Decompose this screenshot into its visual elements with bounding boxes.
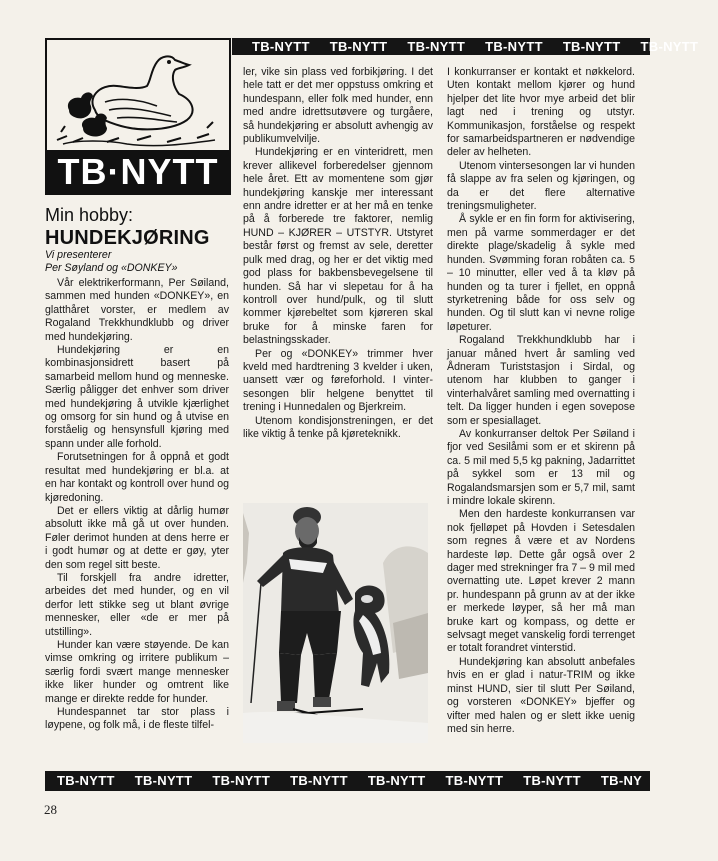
bottom-banner-item: TB-NYTT <box>367 773 426 788</box>
paragraph: Utenom kondisjonstreningen, er det like viktig å tenke på kjøreteknikk. <box>243 414 433 440</box>
top-banner <box>232 38 699 55</box>
top-banner-item: TB-NYTT <box>562 39 621 54</box>
article-byline <box>45 249 177 276</box>
paragraph: Til forskjell fra andre idretter, arbeides det med hunder, og en vil derfor lett stikke seg ut blant øvrige mennesker, eller «de er mer på utstilling». <box>45 571 229 638</box>
bottom-banner-item: TB-NYTT <box>134 773 193 788</box>
paragraph: Utenom vintersesongen lar vi hunden få slappe av fra selen og kjøringen, og da er det flere alternative treningsmuligheter. <box>447 159 635 213</box>
bottom-banner-item: TB-NYTT <box>523 773 581 788</box>
paragraph: Hundekjøring er en kombinasjonsidrett basert på samarbeid mellom hund og menneske. Særlig påligger det enhver som driver med hundekjøring å utvikle kjærlighet og omsorg for sin hund og å utvise en forståelig og hensynsfull kjøring med spann under alle forhold. <box>45 344 229 450</box>
paragraph: Men den hardeste konkurransen var nok fjelløpet på Hovden i Setesdalen som regnes å være et av Nordens hardeste løp. Dette går også over 2 dager med strekninger fra 7 – 9 mil med overnatting ute. Løpet krever 2 mann pr. hundespann på grunn av at der ikke er merkede løyper, så her må man bruke kart og kompass, og dette er selvsagt meget vanskelig fordi terrenget er totalt forandret vinterstid. <box>447 508 635 655</box>
paragraph: Rogaland Trekkhundklubb har i januar måned hvert år samling ved Ådneram Turiststasjon i Sirdal, og utenom har klubben to ganger i vinterhalvåret samling med overnatting i telt. Da ligger hunden i egen sovepose som er spesiallaget. <box>447 334 635 427</box>
paragraph: Det er ellers viktig at dårlig humør absolutt ikke må gå ut over hunden. Føler derimot hunden at dens herre er i godt humør og at dette er gøy, yter den som regel sitt beste. <box>45 504 229 571</box>
tb-nytt-logo <box>45 38 231 195</box>
bottom-banner-item: TB-NYTT <box>57 773 115 788</box>
article-kicker: Min hobby: <box>45 205 134 225</box>
paragraph: Forutsetningen for å oppnå et godt resultat med hundekjøring er bl.a. at en har kontakt og kontroll over hund og kjøredoning. <box>45 451 229 504</box>
photo-illustration <box>243 503 428 743</box>
paragraph: Hundekjøring er en vinteridrett, men krever allikevel forberedelser gjennom hele året. Ett av momentene som gjør hundekjøring kanskje mer interessant enn andre idretter er at her må en tenke på å forberede tre faktorer, nemlig HUND – KJØRER – UTSTYR. Utstyret består først og fremst av sele, deretter pulk med drag, og her er det viktig med god plass for bakbensbevegelsene til hunden. Så har vi slepetau for å ha kontroll over hund/pulk, og til slutt kommer kjørebeltet som kjøreren skal bruke for å minske faren for belastningsskader. <box>243 146 433 347</box>
duck-illustration-icon <box>47 40 229 150</box>
skier-with-dog-photo <box>243 503 428 743</box>
paragraph: Hunder kan være støyende. De kan vimse omkring og irritere publikum – særlig fordi svært mange mennesker ikke liker hunder og omtrent like mange er direkte redde for hunder. <box>45 638 229 705</box>
paragraph: Per og «DONKEY» trimmer hver kveld med hardtrening 3 kvelder i uken, uansett vær og føreforhold. I vinter-sesongen blir helgene benyttet til trening i Hunnedalen og Bjerkreim. <box>243 347 433 414</box>
byline-line-1: Vi presenterer <box>45 249 112 261</box>
bottom-banner-item: TB-NYTT <box>212 773 271 788</box>
bottom-banner-item: TB-NYTT <box>445 773 504 788</box>
bottom-banner-item: TB-NY <box>600 773 643 788</box>
article-column-3 <box>447 66 635 736</box>
top-banner-item: TB-NYTT <box>407 39 466 54</box>
top-banner-item: TB-NYTT <box>252 39 310 54</box>
paragraph: I konkurranser er kontakt et nøkkelord. Uten kontakt mellom kjører og hund hjelper det lite hvor mye arbeid det blir lagt ned i trening og utstyr. Kommunikasjon, forståelse og respekt for samarbeidspartneren er nødvendige deler av helheten. <box>447 66 635 159</box>
logo-text: TB·NYTT <box>47 150 229 193</box>
paragraph: Av konkurranser deltok Per Søiland i fjor ved Sesilåmi som er et skirenn på ca. 5 mil med 5,5 kg pakning, Jadarrittet på sykkel som er 13 mil og Rogalandsmarsjen som er 5,7 mil, samt i mindre lokale skirenn. <box>447 427 635 507</box>
article-column-2 <box>243 66 433 441</box>
top-banner-item: TB-NYTT <box>485 39 543 54</box>
top-banner-item: TB-NYTT <box>640 39 699 54</box>
paragraph: Vår elektrikerformann, Per Søiland, sammen med hunden «DONKEY», en glatthåret vorster, er medlem av Rogaland Trekkhundklubb og driver med hundekjøring. <box>45 277 229 343</box>
article-headline: HUNDEKJØRING <box>45 227 210 249</box>
paragraph: Hundespannet tar stor plass i løypene, og folk må, i de fleste tilfel- <box>45 706 229 732</box>
bottom-banner <box>45 771 650 791</box>
paragraph: Å sykle er en fin form for aktivisering, men på varme sommerdager er det direkte plage/skadelig å sykle med hunden. Svømming foran robåten ca. 5 – 10 minutter, eller ved å ta kløv på hunden og ta turer i fjellet, en oppnå styrketrening både for oss selv og hunden. Og til slutt kan vi nevne rolige løpeturer. <box>447 213 635 333</box>
bottom-banner-item: TB-NYTT <box>290 773 348 788</box>
byline-line-2: Per Søyland og «DONKEY» <box>45 262 178 275</box>
paragraph: Hundekjøring kan absolutt anbefales hvis en er glad i natur-TRIM og ikke minst HUND, sier til slutt Per Søiland, og vorsteren «DONKEY» bjeffer og vifter med halen og er slett ikke uenig med sin herre. <box>447 655 635 735</box>
page-number: 28 <box>44 802 57 817</box>
article-column-1 <box>45 277 229 733</box>
top-banner-item: TB-NYTT <box>329 39 388 54</box>
paragraph: ler, vike sin plass ved forbikjøring. I det hele tatt er det mer oppstuss omkring et hundespann, eller folk med hunder, enn med andre idrettsutøvere og turgåere, så hundekjøring er absolutt avhengig av publikumvelvilje. <box>243 66 433 146</box>
